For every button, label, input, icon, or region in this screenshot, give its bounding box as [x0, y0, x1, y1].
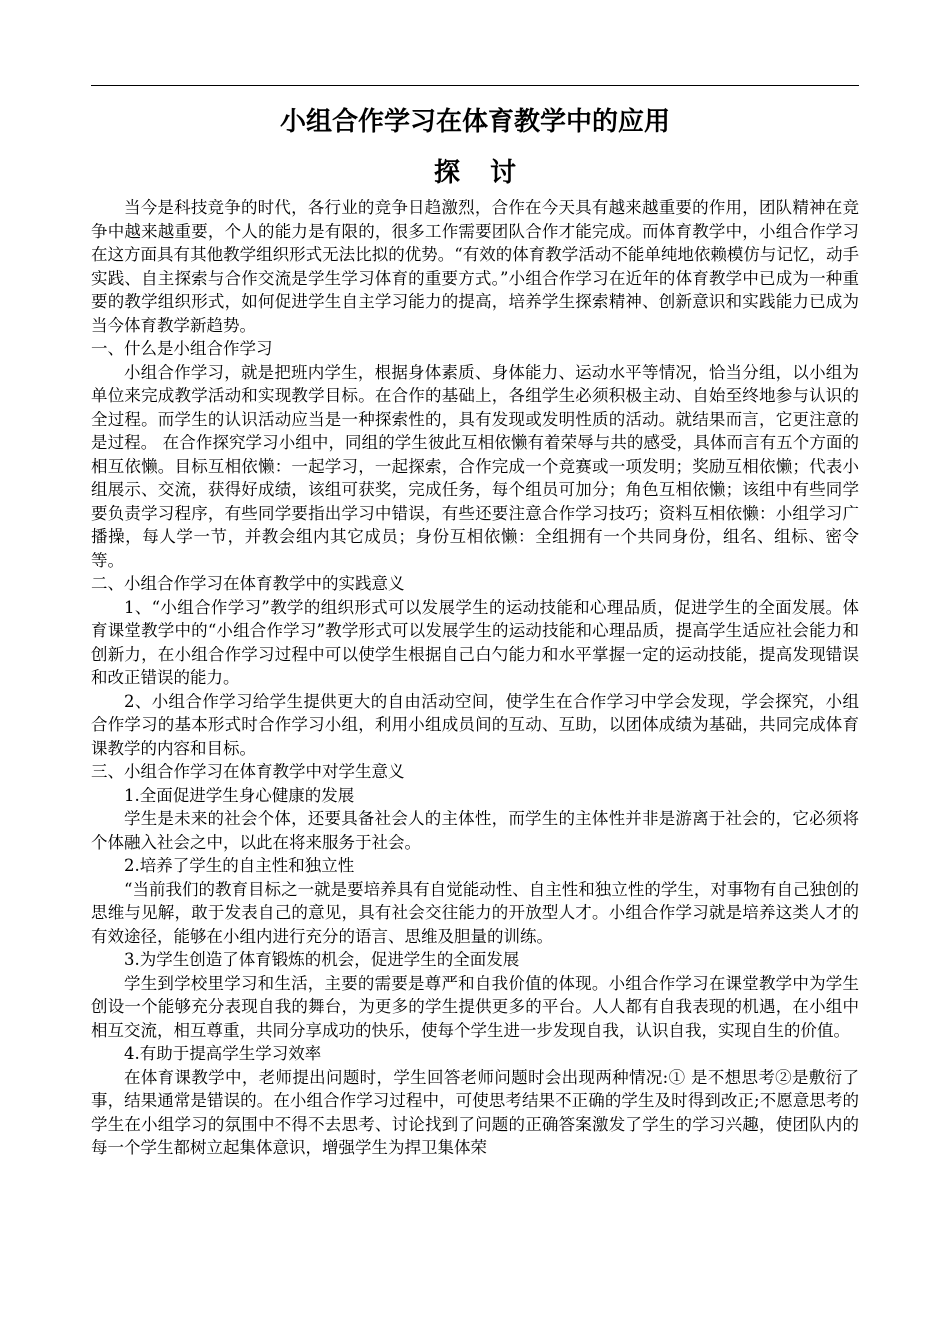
subheading-3-2: 2.培养了学生的自主性和独立性 [124, 856, 355, 875]
section-3-4-paragraph: 在体育课教学中，老师提出问题时，学生回答老师问题时会出现两种情况:① 是不想思考②是敷衍了事，结果通常是错误的。在小组合作学习过程中，可使思考结果不正确的学生及时得到改正;不愿意思考的学生在小组学习的氛围中不得不去思考、讨论找到了问题的正确答案激发了学生的学习兴趣，使团队内的每一个学生都树立起集体意识，增强学生为捍卫集体荣 [91, 1067, 859, 1157]
subheading-3-4: 4.有助于提高学生学习效率 [124, 1044, 322, 1063]
section-2-paragraph-2: 2、小组合作学习给学生提供更大的自由活动空间，使学生在合作学习中学会发现，学会探究，小组合作学习的基本形式时合作学习小组，利用小组成员间的互动、互助，以团体成绩为基础，共同完成体育课教学的内容和目标。 [91, 691, 859, 758]
subheading-3-1: 1.全面促进学生身心健康的发展 [124, 785, 355, 805]
header-rule [91, 85, 859, 86]
document-subtitle: 探讨 [433, 158, 546, 188]
section-3-2-paragraph: “当前我们的教育目标之一就是要培养具有自觉能动性、自主性和独立性的学生，对事物有自己独创的思维与见解，敢于发表自己的意见，具有社会交往能力的开放型人才。小组合作学习就是培养这类人才的有效途径，能够在小组内进行充分的语言、思维及胆量的训练。 [91, 879, 859, 946]
section-3-3-paragraph: 学生到学校里学习和生活，主要的需要是尊严和自我价值的体现。小组合作学习在课堂教学中为学生创设一个能够充分表现自我的舞台，为更多的学生提供更多的平台。人人都有自我表现的机遇，在小组中相互交流，相互尊重，共同分享成功的快乐，使每个学生进一步发现自我，认识自我，实现自生的价值。 [91, 973, 859, 1040]
section-heading-3: 三、小组合作学习在体育教学中对学生意义 [91, 762, 405, 781]
document-page [91, 0, 859, 1344]
section-heading-1: 一、什么是小组合作学习 [91, 339, 273, 358]
section-heading-2: 二、小组合作学习在体育教学中的实践意义 [91, 574, 405, 593]
subheading-3-3: 3.为学生创造了体育锻炼的机会，促进学生的全面发展 [124, 950, 520, 969]
section-3-1-paragraph: 学生是未来的社会个体，还要具备社会人的主体性，而学生的主体性并非是游离于社会的，它必须将个体融入社会之中，以此在将来服务于社会。 [91, 809, 859, 852]
section-1-paragraph: 小组合作学习，就是把班内学生，根据身体素质、身体能力、运动水平等情况，恰当分组，以小组为单位来完成教学活动和实现教学目标。在合作的基础上，各组学生必须积极主动、自始至终地参与认识的全过程。而学生的认识活动应当是一种探索性的，具有发现或发明性质的活动。就结果而言，它更注意的是过程。 在合作探究学习小组中，同组的学生彼此互相依懒有着荣辱与共的感受，具体而言有五个方面的相互依懒。目标互相依懒：一起学习，一起探索，合作完成一个竞赛或一项发明；奖励互相依懒；代表小组展示、交流，获得好成绩，该组可获奖，完成任务，每个组员可加分；角色互相依懒；该组中有些同学要负责学习程序，有些同学要指出学习中错误，有些还要注意合作学习技巧；资料互相依懒：小组学习广播操，每人学一节，并教会组内其它成员；身份互相依懒：全组拥有一个共同身份，组名、组标、密令等。 [91, 362, 859, 570]
document-body [91, 196, 859, 1160]
section-2-paragraph-1: 1、“小组合作学习”教学的组织形式可以发展学生的运动技能和心理品质，促进学生的全面发展。体育课堂教学中的“小组合作学习”教学形式可以发展学生的运动技能和心理品质，提高学生适应社会能力和创新力，在小组合作学习过程中可以使学生根据自己白勺能力和水平掌握一定的运动技能，提高发现错误和改正错误的能力。 [91, 597, 859, 687]
document-title: 小组合作学习在体育教学中的应用 [279, 107, 670, 137]
intro-paragraph: 当今是科技竞争的时代，各行业的竞争日趋激烈，合作在今天具有越来越重要的作用，团队精神在竞争中越来越重要，个人的能力是有限的，很多工作需要团队合作才能完成。而体育教学中，小组合作学习在这方面具有其他教学组织形式无法比拟的优势。“有效的体育教学活动不能单纯地依赖模仿与记忆，动手实践、自主探索与合作交流是学生学习体育的重要方式。”小组合作学习在近年的体育教学中已成为一种重要的教学组织形式，如何促进学生自主学习能力的提高，培养学生探索精神、创新意识和实践能力已成为当今体育教学新趋势。 [91, 198, 859, 335]
